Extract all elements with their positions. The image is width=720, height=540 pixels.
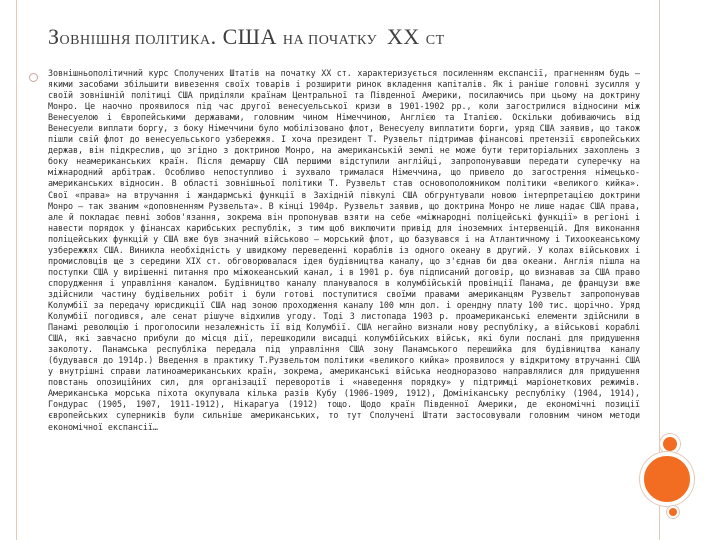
title-country: . США [210,24,277,49]
decor-circle-small [667,506,679,518]
title-cap-letter: З [48,24,60,49]
title-smallcaps-part3: СТ [425,33,445,48]
bullet-icon [29,73,38,82]
title-smallcaps-part: ОВНІШНЯ ПОЛІТИКА [59,33,211,48]
decor-circle-medium [660,434,680,454]
left-decor-rule [16,0,17,540]
title-smallcaps-part2: НА ПОЧАТКУ [282,33,377,48]
slide-title [48,22,648,56]
title-century: ХХ [386,24,420,49]
decor-circle-large [640,452,694,506]
body-paragraph: Зовнішньополітичний курс Сполучених Штатів на початку ХХ ст. характеризується посиленням експансії, прагненням будь – якими засобами збільшити вивезення своїх товарів і розширити ринок вкладення капіталів. Як і раніше головні зусилля у своїй зовнішній політиці США приділяли країнам Центральної та Південної Америки, посилаючись при цьому на доктрину Монро. Це наочно проявилося під час другої венесуельської кризи в 1901-1902 рр., коли загострилися відносини між Венесуелою і Європейськими державами, головним чином Німеччиною, Англією та Італією. Оскільки добиваючись від Венесуели виплати боргу, з боку Німеччини було мобілізовано флот, Венесуелу виплатити борги, уряд США заявив, що також пішли свій флот до венесуельського узбережжя. І хоча президент Т. Рузвельт підтримав фінансові претензії європейських держав, він підкреслив, що згідно з доктриною Монро, на американській землі не може бути територіальних захоплень з боку неамериканських країн. Після демаршу США першими відступили англійці, запропонувавши передати суперечку на міжнародний арбітраж. Особливо непоступливо і зухвало трималася Німеччина, що привело до загострення німецько-американських відносин. В області зовнішньої політики Т. Рузвельт став основоположником політики «великого кийка». Свої «права» на втручання і жандармські функції в Західній півкулі США обгрунтували новою інтерпретацією доктрини Монро – так званим «доповненням Рузвельта». В кінці 1904р. Рузвельт заявив, що доктрина Монро не лише надає США права, але й покладає певні зобов'язання, зокрема він пропонував взяти на себе «міжнародні поліцейські функції» в регіоні і навести порядок у фінансах карибських республік, з тим щоб виключити привід для іноземних інтервенцій. Для виконання поліцейських функцій у США вже був значний військово – морський флот, що базувався і на Атлантичному і Тихоокеанському узбережжях США. Виникла необхідність у швидкому переведенні кораблів із одного океану в другий. У колах військових і промисловців ще з середини ХІХ ст. обговорювалася ідея будівництва каналу, що з'єднав би два океани. Англія пішла на поступки США у вирішенні питання про міжокеанський канал, і в 1901 р. був підписаний договір, що визнавав за США право спорудження і управління каналом. Будівництво каналу планувалося в колумбійській провінції Панама, де французи вже здійснили частину будівельних робіт і були готові поступитися своїми правами американцям Рузвельт запропонував Колумбії за передачу юрисдикції США над зоною проходження каналу 100 млн дол. і орендну плату 100 тис. щорічно. Уряд Колумбії погодився, але сенат рішуче відхилив угоду. Тоді 3 листопада 1903 р. проамериканські елементи здійснили в Панамі революцію і проголосили незалежність її від Колумбії. США негайно визнали нову республіку, а військові кораблі США, які завчасно прибули до місця дії, перешкодили висадці колумбійських військ, які були послані для придушення заколоту. Панамська республіка передала під управління США зону Панамського перешийка для будівництва каналу (будувався до 1914р.) Введення в практику Т.Рузвельтом політики «великого кийка» проявилося у відкритому втручанні США у внутрішні справи латиноамериканських країн, зокрема, американські війська неодноразово направлялися для придушення повстань опозиційних сил, для організації переворотів і «наведення порядку» у підтримці маріонеткових режимів. Американська морська піхота окупувала кілька разів Кубу (1906-1909, 1912), Домініканську республіку (1904, 1914), Гондурас (1905, 1907, 1911-1912), Нікарагуа (1912) тощо. Щодо країн Південної Америки, де економічні позиції європейських суперників були сильніше американських, то тут Сполучені Штати застосовували головним чином методи економічної експансії… [48,68,640,432]
